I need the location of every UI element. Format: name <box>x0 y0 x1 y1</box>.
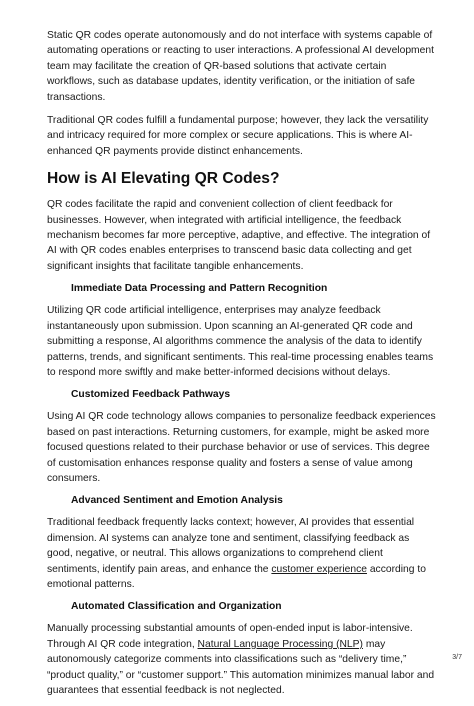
subsection-heading-1: Immediate Data Processing and Pattern Recognition <box>71 283 328 295</box>
subsection-heading-4: Automated Classification and Organization <box>71 601 282 613</box>
body-text: may autonomously categorize comments into classifications such as “delivery time,” “product quality,” or “customer support.” This automation minimizes manual labor and guarantees that essential feedback is not neglected. <box>47 638 435 696</box>
document-page <box>47 28 437 706</box>
subsection-body-2: Using AI QR code technology allows companies to personalize feedback experiences based on past interactions. Returning customers, for example, might be asked more focused questions related to their purchase behavior or use of services. This degree of customisation enhances response quality and fosters a sense of value among consumers. <box>47 411 436 484</box>
intro-paragraph-1: Static QR codes operate autonomously and do not interface with systems capable of automating operations or reacting to user interactions. A professional AI development team may facilitate the creation of QR-based solutions that activate certain workflows, such as database updates, identity verification, or the initiation of safe transactions. <box>47 30 434 103</box>
subsection-body-3 <box>47 515 437 592</box>
nlp-link[interactable]: Natural Language Processing (NLP) <box>197 638 363 650</box>
customer-experience-link[interactable]: customer experience <box>271 563 367 575</box>
body-text: Traditional feedback frequently lacks context; however, AI provides that essential dimension. AI systems can analyze tone and sentiment, classifying feedback as good, negative, or neutral. This allows organizations to comprehend client sentiments, identify pain areas, and enhance the <box>47 517 415 575</box>
intro-paragraph-2: Traditional QR codes fulfill a fundamental purpose; however, they lack the versatility and intricacy required for more complex or secure applications. This is where AI-enhanced QR payments provide distinct enhancements. <box>47 115 429 157</box>
body-text: according to emotional patterns. <box>47 563 426 590</box>
section-heading: How is AI Elevating QR Codes? <box>47 170 280 188</box>
section-body: QR codes facilitate the rapid and convenient collection of client feedback for businesses. However, when integrated with artificial intelligence, the feedback mechanism becomes far more perceptive, adaptive, and effective. The integration of AI with QR codes enables enterprises to transcend basic data collecting and get significant insights that facilitate tangible enhancements. <box>47 199 431 272</box>
subsection-body-1: Utilizing QR code artificial intelligence, enterprises may analyze feedback instantaneously upon submission. Upon scanning an AI-generated QR code and submitting a response, AI algorithms commence the analysis of the data to identify patterns, trends, and significant sentiments. This real-time processing enables teams to respond more swiftly and make better-informed decisions without delays. <box>47 305 434 378</box>
subsection-heading-3: Advanced Sentiment and Emotion Analysis <box>71 495 283 507</box>
page-number: 3/7 <box>452 654 462 661</box>
subsection-body-4 <box>47 621 437 698</box>
subsection-heading-2: Customized Feedback Pathways <box>71 389 231 401</box>
body-text: Manually processing substantial amounts of open-ended input is labor-intensive. Through AI QR code integration, <box>47 623 413 650</box>
